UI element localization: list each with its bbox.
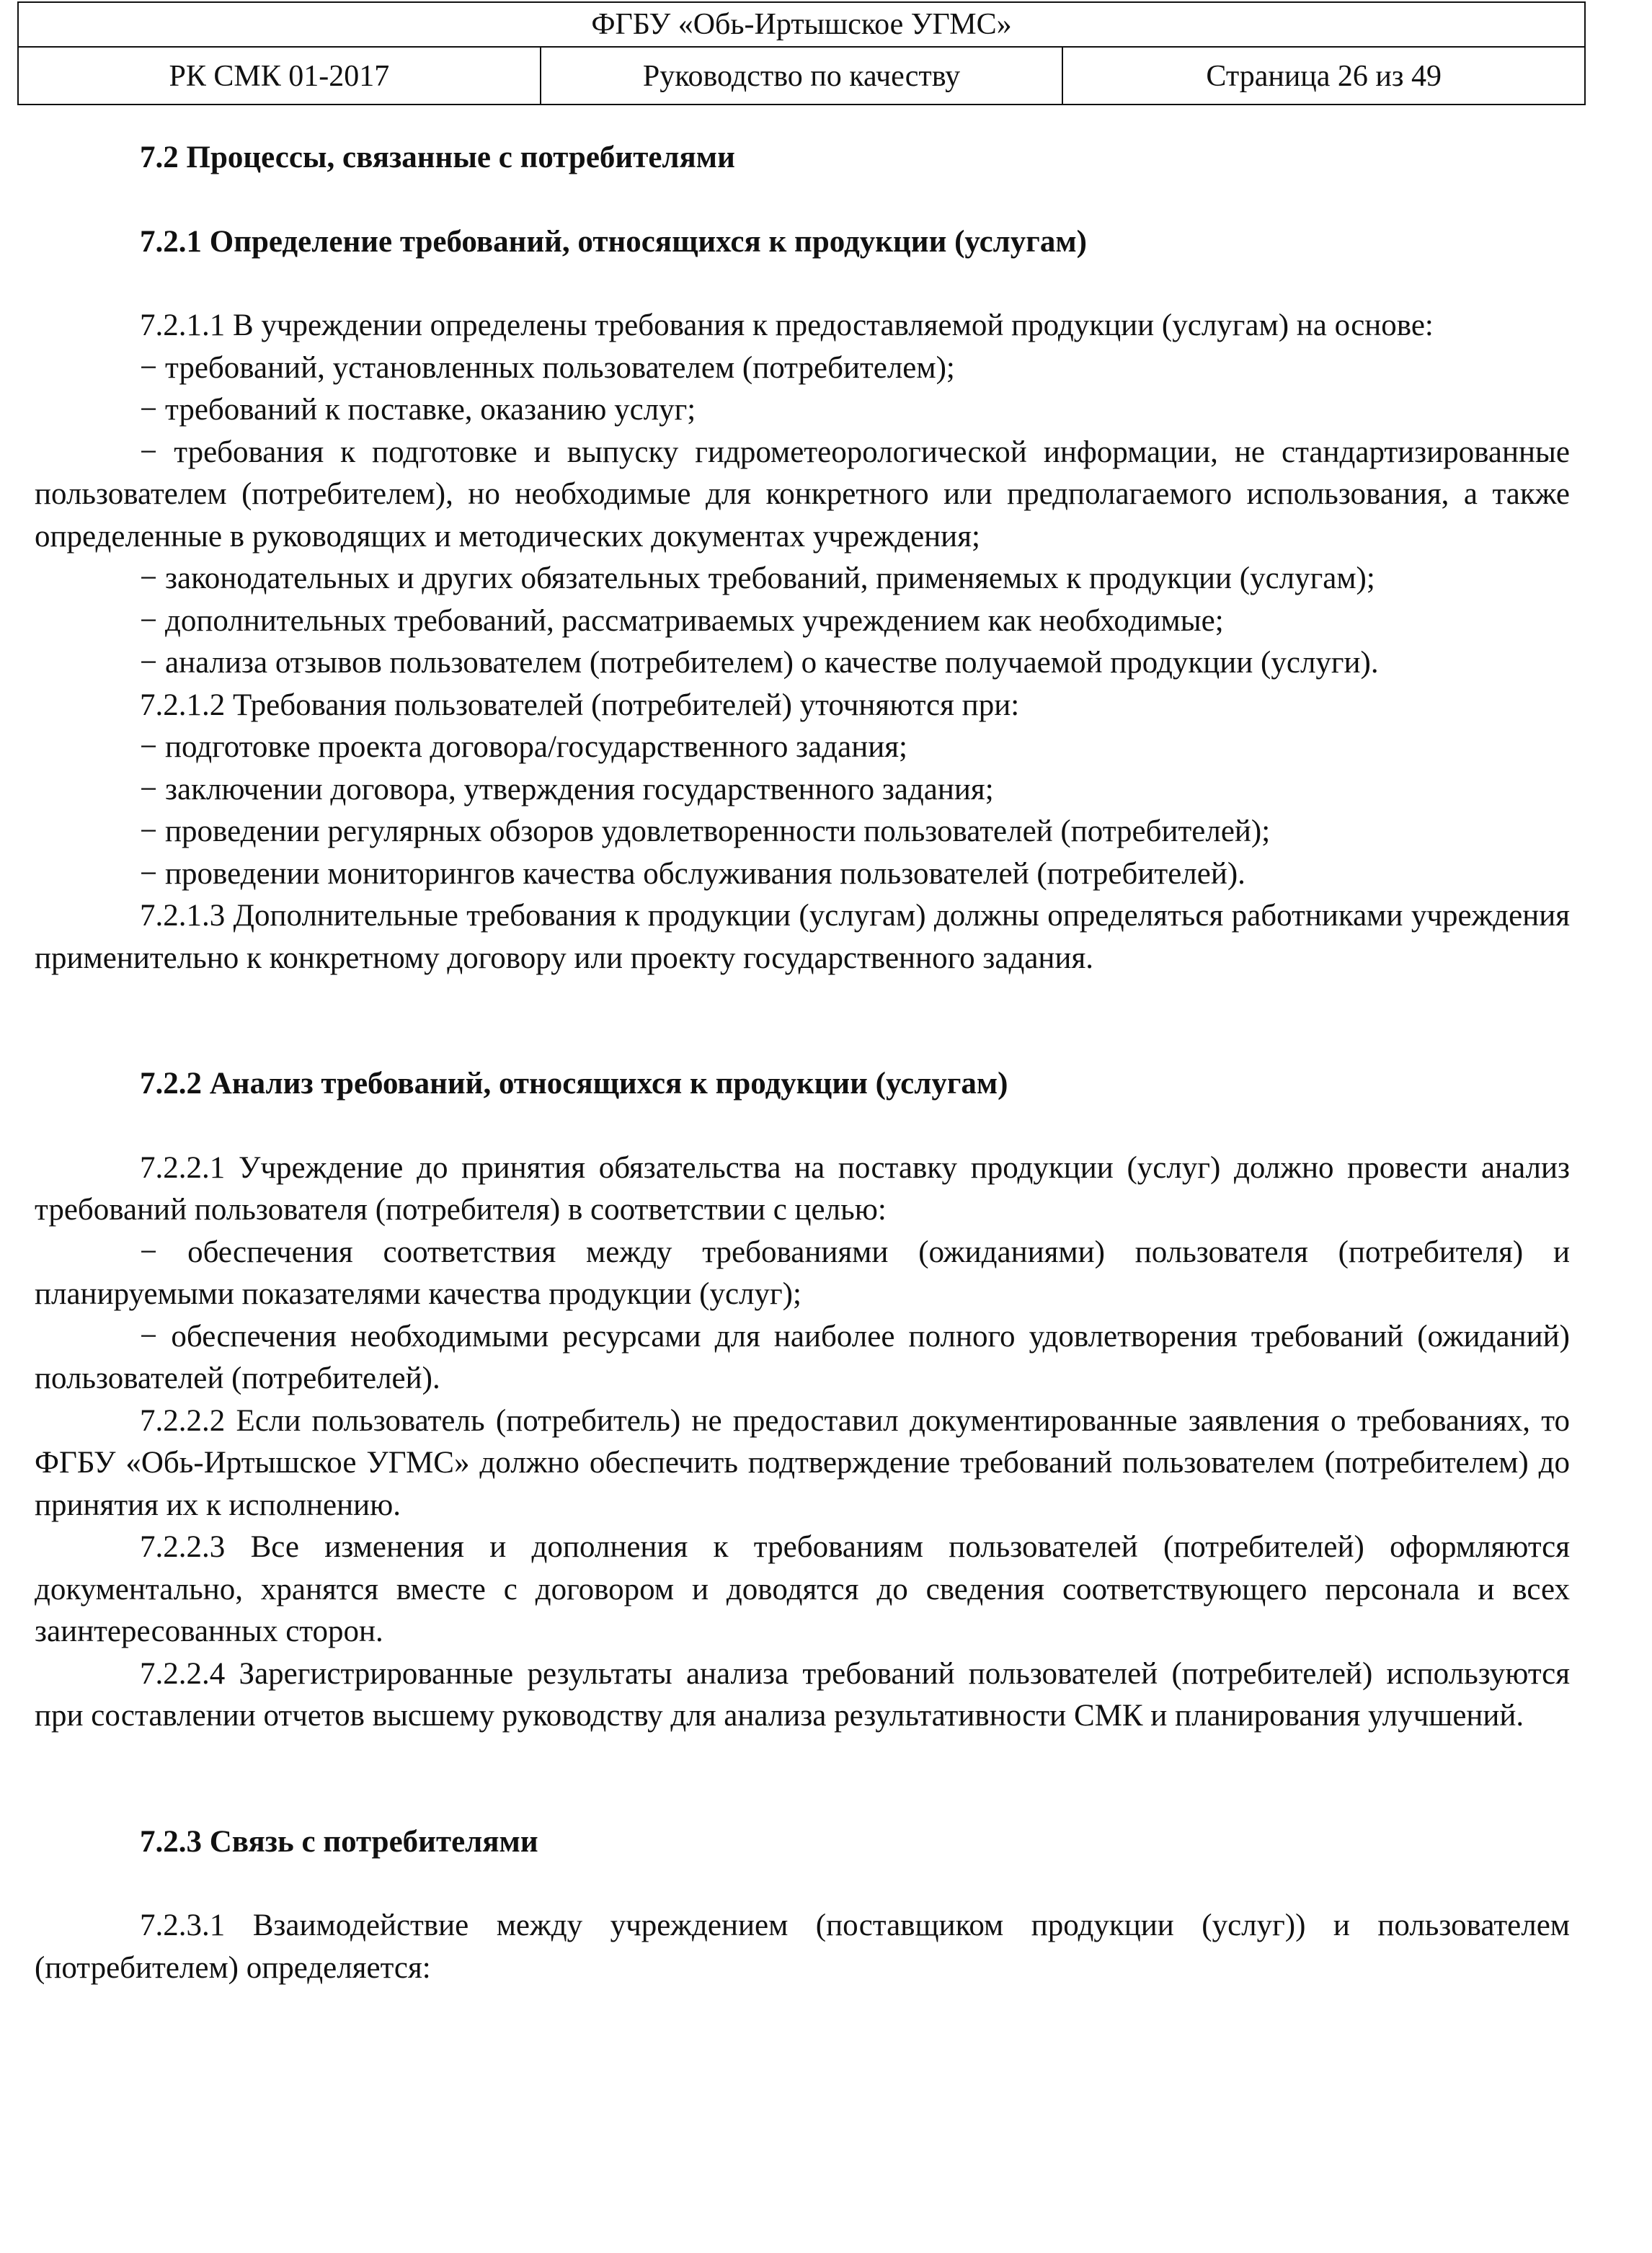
document-title: Руководство по качеству (541, 48, 1064, 105)
section-heading-7-2-2: 7.2.2 Анализ требований, относящихся к продукции (услугам) (140, 1067, 1008, 1101)
list-item: − проведении мониторингов качества обслуживания пользователей (потребителей). (140, 856, 1245, 891)
document-code: РК СМК 01-2017 (19, 48, 541, 105)
paragraph-7-2-1-2: 7.2.1.2 Требования пользователей (потребителей) уточняются при: (140, 688, 1020, 722)
paragraph-7-2-3-1: 7.2.3.1 Взаимодействие между учреждением (поставщиком продукции (услуг)) и пользователем (потребителем) определяется: (35, 1908, 1570, 1985)
paragraph-7-2-2-4: 7.2.2.4 Зарегистрированные результаты анализа требований пользователей (потребителей) используются при составлении отчетов высшему руководству для анализа результативности СМК и планирования улучшений. (35, 1656, 1570, 1733)
page-number: Страница 26 из 49 (1206, 60, 1442, 93)
list-item: − требования к подготовке и выпуску гидрометеорологической информации, не стандартизированные пользователем (потребителем), но необходимые для конкретного или предполагаемого использования, а также определенные в руководящих и методических документах учреждения; (35, 435, 1570, 554)
paragraph-7-2-1-1: 7.2.1.1 В учреждении определены требования к предоставляемой продукции (услугам) на основе: (140, 308, 1434, 342)
paragraph-7-2-2-2: 7.2.2.2 Если пользователь (потребитель) не предоставил документированные заявления о требованиях, то ФГБУ «Обь-Иртышское УГМС» должно обеспечить подтверждение требований пользователем (потребителем) до принятия их к исполнению. (35, 1403, 1570, 1522)
list-item: − обеспечения соответствия между требованиями (ожиданиями) пользователя (потребителя) и планируемыми показателями качества продукции (услуг); (35, 1235, 1570, 1311)
list-item: − требований к поставке, оказанию услуг; (140, 393, 696, 427)
paragraph-7-2-1-3: 7.2.1.3 Дополнительные требования к продукции (услугам) должны определяться работниками учреждения применительно к конкретному договору или проекту государственного задания. (35, 899, 1570, 975)
section-heading-7-2-3: 7.2.3 Связь с потребителями (140, 1824, 538, 1859)
organization-name: ФГБУ «Обь-Иртышское УГМС» (19, 3, 1584, 48)
header-row (19, 48, 1584, 105)
paragraph-7-2-2-1: 7.2.2.1 Учреждение до принятия обязательства на поставку продукции (услуг) должно провести анализ требований пользователя (потребителя) в соответствии с целью: (35, 1150, 1570, 1227)
list-item: − законодательных и других обязательных требований, применяемых к продукции (услугам); (140, 561, 1375, 595)
document-body (35, 137, 1570, 1989)
paragraph-7-2-2-3: 7.2.2.3 Все изменения и дополнения к требованиям пользователей (потребителей) оформляются документально, хранятся вместе с договором и доводятся до сведения соответствующего персонала и всех заинтересованных сторон. (35, 1530, 1570, 1648)
list-item: − проведении регулярных обзоров удовлетворенности пользователей (потребителей); (140, 814, 1271, 848)
document-header-table (17, 1, 1586, 105)
section-heading-7-2-1: 7.2.1 Определение требований, относящихся к продукции (услугам) (140, 224, 1087, 259)
list-item: − анализа отзывов пользователем (потребителем) о качестве получаемой продукции (услуги). (140, 646, 1379, 680)
list-item: − дополнительных требований, рассматриваемых учреждением как необходимые; (140, 603, 1224, 638)
list-item: − обеспечения необходимыми ресурсами для наиболее полного удовлетворения требований (ожиданий) пользователей (потребителей). (35, 1319, 1570, 1395)
list-item: − заключении договора, утверждения государственного задания; (140, 772, 994, 806)
list-item: − подготовке проекта договора/государственного задания; (140, 730, 907, 764)
section-heading-7-2: 7.2 Процессы, связанные с потребителями (140, 141, 735, 174)
list-item: − требований, установленных пользователем (потребителем); (140, 350, 955, 385)
